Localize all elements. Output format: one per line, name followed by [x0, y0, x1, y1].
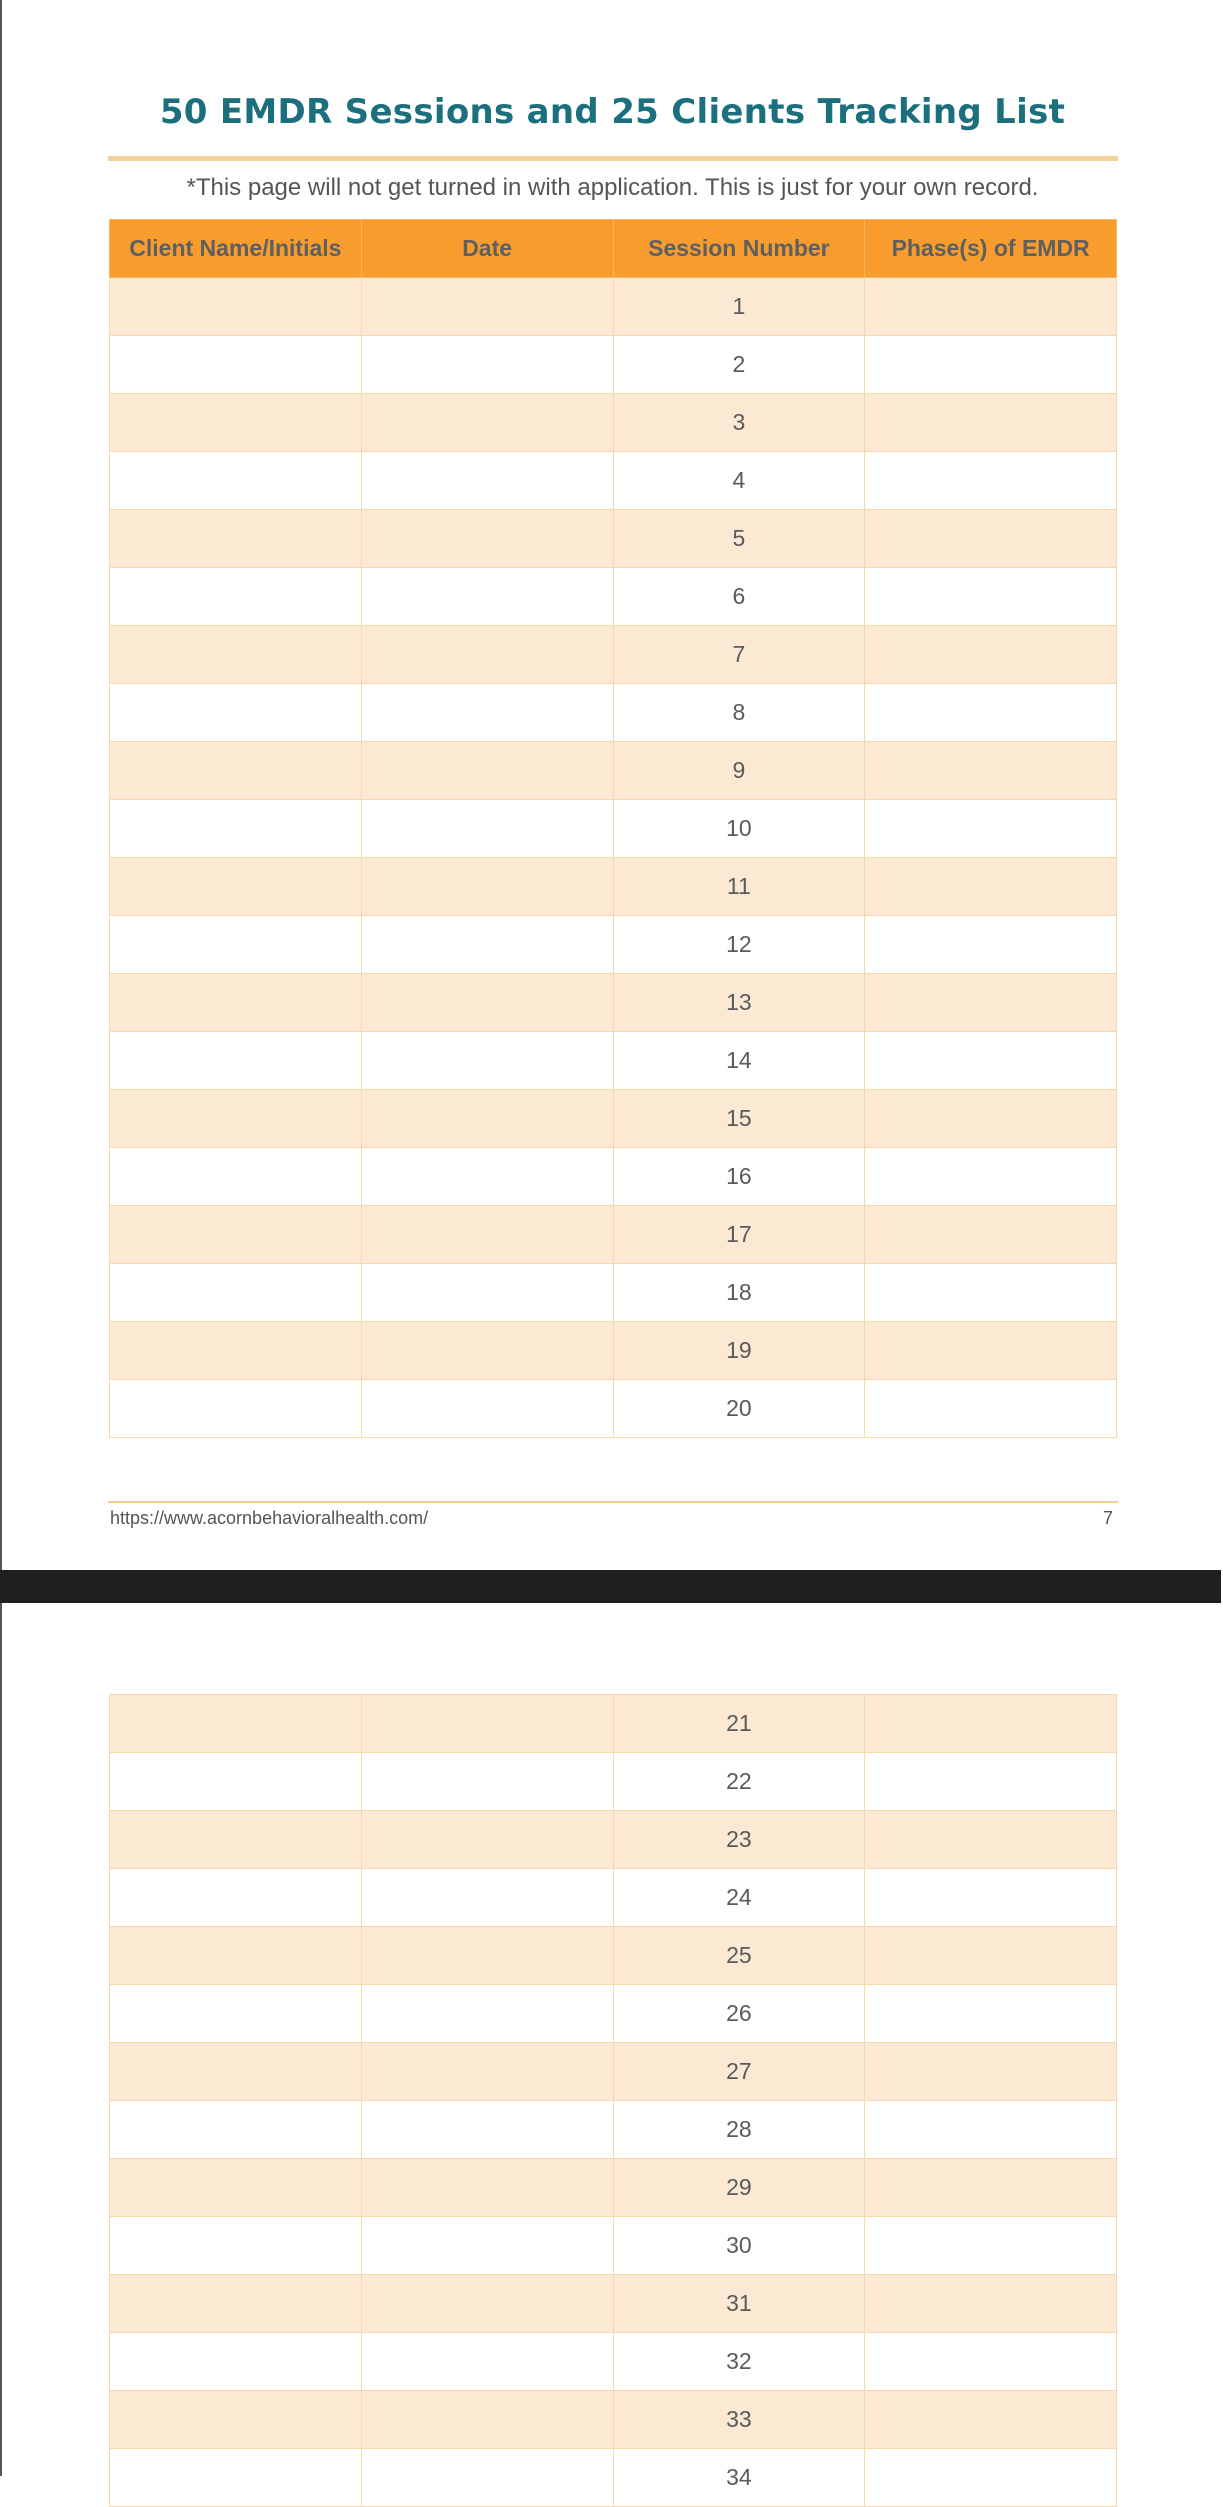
emdr-phase-cell[interactable] — [865, 684, 1117, 742]
client-name-cell[interactable] — [110, 2449, 362, 2507]
emdr-phase-cell[interactable] — [865, 394, 1117, 452]
client-name-cell[interactable] — [110, 278, 362, 336]
header-date: Date — [361, 220, 613, 278]
date-cell[interactable] — [361, 2275, 613, 2333]
date-cell[interactable] — [361, 2159, 613, 2217]
client-name-cell[interactable] — [110, 452, 362, 510]
table-row — [110, 1927, 1117, 1985]
emdr-phase-cell[interactable] — [865, 1032, 1117, 1090]
client-name-cell[interactable] — [110, 1985, 362, 2043]
table-row — [110, 1264, 1117, 1322]
date-cell[interactable] — [361, 1206, 613, 1264]
table-row — [110, 858, 1117, 916]
table-row — [110, 2101, 1117, 2159]
session-number-cell: 27 — [613, 2043, 865, 2101]
page-number: 7 — [1102, 1508, 1113, 1528]
emdr-phase-cell[interactable] — [865, 858, 1117, 916]
tracking-table — [109, 219, 1117, 1438]
session-number-cell: 4 — [613, 452, 865, 510]
table-row — [110, 1322, 1117, 1380]
date-cell[interactable] — [361, 1985, 613, 2043]
emdr-phase-cell[interactable] — [865, 1264, 1117, 1322]
date-cell[interactable] — [361, 1869, 613, 1927]
record-note: *This page will not get turned in with application. This is just for your own record. — [186, 174, 1039, 201]
emdr-phase-cell[interactable] — [865, 2449, 1117, 2507]
table-row — [110, 1753, 1117, 1811]
client-name-cell[interactable] — [110, 974, 362, 1032]
table-row — [110, 974, 1117, 1032]
session-number-cell: 20 — [613, 1380, 865, 1438]
date-cell[interactable] — [361, 800, 613, 858]
table-row — [110, 1032, 1117, 1090]
client-name-cell[interactable] — [110, 568, 362, 626]
session-number-cell: 24 — [613, 1869, 865, 1927]
date-cell[interactable] — [361, 510, 613, 568]
table-row — [110, 800, 1117, 858]
client-name-cell[interactable] — [110, 2159, 362, 2217]
date-cell[interactable] — [361, 1264, 613, 1322]
session-number-cell: 26 — [613, 1985, 865, 2043]
date-cell[interactable] — [361, 2333, 613, 2391]
table-row — [110, 2159, 1117, 2217]
date-cell[interactable] — [361, 1148, 613, 1206]
session-number-cell: 22 — [613, 1753, 865, 1811]
session-number-cell: 32 — [613, 2333, 865, 2391]
session-number-cell: 10 — [613, 800, 865, 858]
table-row — [110, 1206, 1117, 1264]
date-cell[interactable] — [361, 2391, 613, 2449]
emdr-phase-cell[interactable] — [865, 1927, 1117, 1985]
client-name-cell[interactable] — [110, 2101, 362, 2159]
date-cell[interactable] — [361, 1811, 613, 1869]
date-cell[interactable] — [361, 916, 613, 974]
table-row — [110, 2391, 1117, 2449]
session-number-cell: 30 — [613, 2217, 865, 2275]
table-row — [110, 1985, 1117, 2043]
header-row — [110, 220, 1117, 278]
table-row — [110, 684, 1117, 742]
date-cell[interactable] — [361, 2101, 613, 2159]
emdr-phase-cell[interactable] — [865, 2275, 1117, 2333]
emdr-phase-cell[interactable] — [865, 800, 1117, 858]
client-name-cell[interactable] — [110, 1264, 362, 1322]
table-row — [110, 278, 1117, 336]
header-client-name: Client Name/Initials — [110, 220, 362, 278]
date-cell[interactable] — [361, 394, 613, 452]
emdr-phase-cell[interactable] — [865, 2101, 1117, 2159]
client-name-cell[interactable] — [110, 2275, 362, 2333]
table-row — [110, 2043, 1117, 2101]
session-number-cell: 9 — [613, 742, 865, 800]
client-name-cell[interactable] — [110, 1322, 362, 1380]
session-number-cell: 2 — [613, 336, 865, 394]
emdr-phase-cell[interactable] — [865, 742, 1117, 800]
table-row — [110, 1148, 1117, 1206]
emdr-phase-cell[interactable] — [865, 1090, 1117, 1148]
table-row — [110, 1811, 1117, 1869]
emdr-phase-cell[interactable] — [865, 452, 1117, 510]
client-name-cell[interactable] — [110, 336, 362, 394]
client-name-cell[interactable] — [110, 1380, 362, 1438]
emdr-phase-cell[interactable] — [865, 2043, 1117, 2101]
session-number-cell: 16 — [613, 1148, 865, 1206]
client-name-cell[interactable] — [110, 800, 362, 858]
page-title: 50 EMDR Sessions and 25 Clients Tracking List — [159, 92, 1066, 132]
table-row — [110, 2217, 1117, 2275]
emdr-phase-cell[interactable] — [865, 626, 1117, 684]
emdr-phase-cell[interactable] — [865, 568, 1117, 626]
client-name-cell[interactable] — [110, 510, 362, 568]
table-row — [110, 2275, 1117, 2333]
table-row — [110, 916, 1117, 974]
date-cell[interactable] — [361, 568, 613, 626]
table-row — [110, 568, 1117, 626]
table-row — [110, 452, 1117, 510]
table-row — [110, 394, 1117, 452]
date-cell[interactable] — [361, 742, 613, 800]
date-cell[interactable] — [361, 1032, 613, 1090]
emdr-phase-cell[interactable] — [865, 510, 1117, 568]
session-number-cell: 5 — [613, 510, 865, 568]
date-cell[interactable] — [361, 858, 613, 916]
client-name-cell[interactable] — [110, 1927, 362, 1985]
client-name-cell[interactable] — [110, 1090, 362, 1148]
session-number-cell: 12 — [613, 916, 865, 974]
table-row — [110, 2449, 1117, 2507]
client-name-cell[interactable] — [110, 1695, 362, 1753]
table-row — [110, 1380, 1117, 1438]
date-cell[interactable] — [361, 684, 613, 742]
session-number-cell: 1 — [613, 278, 865, 336]
footer-divider — [108, 1501, 1118, 1503]
date-cell[interactable] — [361, 1927, 613, 1985]
table-row — [110, 510, 1117, 568]
session-number-cell: 7 — [613, 626, 865, 684]
client-name-cell[interactable] — [110, 1811, 362, 1869]
table-row — [110, 626, 1117, 684]
session-number-cell: 25 — [613, 1927, 865, 1985]
table-row — [110, 1090, 1117, 1148]
emdr-phase-cell[interactable] — [865, 1869, 1117, 1927]
date-cell[interactable] — [361, 2449, 613, 2507]
client-name-cell[interactable] — [110, 2391, 362, 2449]
date-cell[interactable] — [361, 626, 613, 684]
date-cell[interactable] — [361, 1090, 613, 1148]
client-name-cell[interactable] — [110, 394, 362, 452]
session-number-cell: 34 — [613, 2449, 865, 2507]
emdr-phase-cell[interactable] — [865, 1322, 1117, 1380]
date-cell[interactable] — [361, 1695, 613, 1753]
client-name-cell[interactable] — [110, 1869, 362, 1927]
client-name-cell[interactable] — [110, 1032, 362, 1090]
client-name-cell[interactable] — [110, 1148, 362, 1206]
header-emdr-phase: Phase(s) of EMDR — [865, 220, 1117, 278]
session-number-cell: 17 — [613, 1206, 865, 1264]
client-name-cell[interactable] — [110, 626, 362, 684]
date-cell[interactable] — [361, 1753, 613, 1811]
table-row — [110, 1869, 1117, 1927]
session-number-cell: 21 — [613, 1695, 865, 1753]
date-cell[interactable] — [361, 1380, 613, 1438]
emdr-phase-cell[interactable] — [865, 1695, 1117, 1753]
client-name-cell[interactable] — [110, 916, 362, 974]
emdr-phase-cell[interactable] — [865, 278, 1117, 336]
client-name-cell[interactable] — [110, 742, 362, 800]
table-row — [110, 336, 1117, 394]
date-cell[interactable] — [361, 278, 613, 336]
emdr-phase-cell[interactable] — [865, 1753, 1117, 1811]
tracking-table-continued — [109, 1694, 1117, 2507]
date-cell[interactable] — [361, 974, 613, 1032]
page-separator — [0, 1570, 1221, 1603]
session-number-cell: 29 — [613, 2159, 865, 2217]
emdr-phase-cell[interactable] — [865, 1985, 1117, 2043]
session-number-cell: 6 — [613, 568, 865, 626]
session-number-cell: 23 — [613, 1811, 865, 1869]
document-page-8 — [0, 1603, 1221, 2490]
emdr-phase-cell[interactable] — [865, 2159, 1117, 2217]
emdr-phase-cell[interactable] — [865, 1380, 1117, 1438]
session-number-cell: 13 — [613, 974, 865, 1032]
client-name-cell[interactable] — [110, 1753, 362, 1811]
client-name-cell[interactable] — [110, 2043, 362, 2101]
table-row — [110, 742, 1117, 800]
emdr-phase-cell[interactable] — [865, 2391, 1117, 2449]
emdr-phase-cell[interactable] — [865, 336, 1117, 394]
client-name-cell[interactable] — [110, 2333, 362, 2391]
date-cell[interactable] — [361, 2043, 613, 2101]
date-cell[interactable] — [361, 2217, 613, 2275]
session-number-cell: 3 — [613, 394, 865, 452]
footer-url: https://www.acornbehavioralhealth.com/ — [110, 1508, 429, 1528]
session-number-cell: 15 — [613, 1090, 865, 1148]
session-number-cell: 14 — [613, 1032, 865, 1090]
client-name-cell[interactable] — [110, 2217, 362, 2275]
header-session-number: Session Number — [613, 220, 865, 278]
session-number-cell: 18 — [613, 1264, 865, 1322]
table-row — [110, 2333, 1117, 2391]
emdr-phase-cell[interactable] — [865, 1148, 1117, 1206]
session-number-cell: 28 — [613, 2101, 865, 2159]
emdr-phase-cell[interactable] — [865, 974, 1117, 1032]
session-number-cell: 33 — [613, 2391, 865, 2449]
emdr-phase-cell[interactable] — [865, 1206, 1117, 1264]
emdr-phase-cell[interactable] — [865, 2217, 1117, 2275]
emdr-phase-cell[interactable] — [865, 2333, 1117, 2391]
date-cell[interactable] — [361, 336, 613, 394]
table-row — [110, 1695, 1117, 1753]
client-name-cell[interactable] — [110, 684, 362, 742]
session-number-cell: 31 — [613, 2275, 865, 2333]
session-number-cell: 8 — [613, 684, 865, 742]
title-divider — [108, 156, 1118, 161]
date-cell[interactable] — [361, 452, 613, 510]
emdr-phase-cell[interactable] — [865, 1811, 1117, 1869]
session-number-cell: 19 — [613, 1322, 865, 1380]
client-name-cell[interactable] — [110, 1206, 362, 1264]
date-cell[interactable] — [361, 1322, 613, 1380]
emdr-phase-cell[interactable] — [865, 916, 1117, 974]
client-name-cell[interactable] — [110, 858, 362, 916]
session-number-cell: 11 — [613, 858, 865, 916]
